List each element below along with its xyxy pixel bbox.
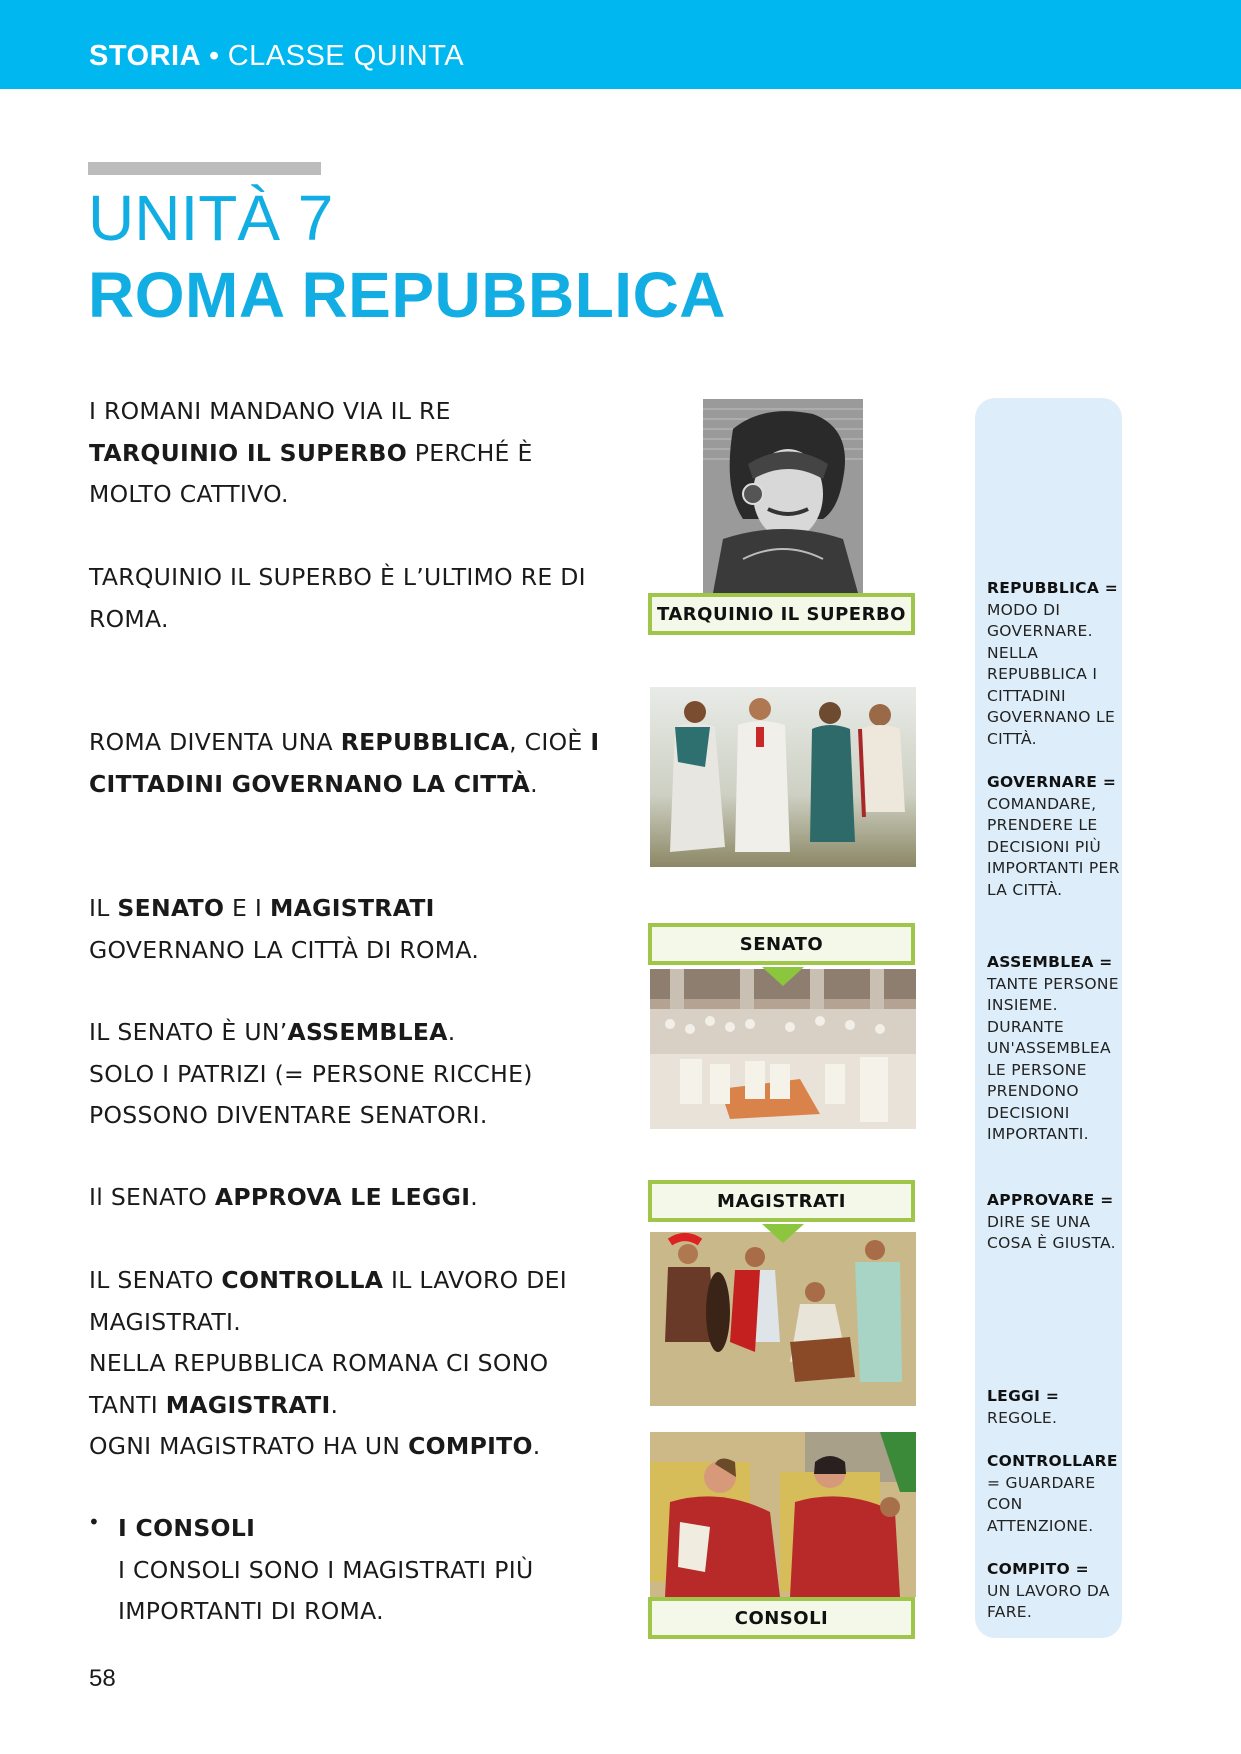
image-magistrati [650,1232,916,1406]
header-subject-class [89,40,464,73]
bold-term: ASSEMBLEA [287,1018,448,1046]
glossary-term: CONTROLLARE [987,1452,1118,1470]
glossary-entry-governare [987,772,1127,901]
paragraph-7: IL SENATO CONTROLLA IL LAVORO DEI MAGISTRATI. NELLA REPUBBLICA ROMANA CI SONO TANTI MAGISTRATI. OGNI MAGISTRATO HA UN COMPITO. [89,1266,567,1460]
caption-consoli: CONSOLI [648,1597,915,1639]
bold-term: SENATO [117,894,225,922]
glossary-term: ASSEMBLEA = [987,953,1113,971]
caption-pointer-senato [762,967,804,986]
caption-senato: SENATO [648,923,915,965]
caption-tarquinio: TARQUINIO IL SUPERBO [648,593,915,635]
bullet-item-consoli [118,1508,598,1633]
glossary-definition: TANTE PERSONE INSIEME. DURANTE UN'ASSEMBLEA LE PERSONE PRENDONO DECISIONI IMPORTANTI. [987,974,1119,1143]
glossary-term: REPUBBLICA = [987,579,1119,597]
paragraph-4: IL SENATO E I MAGISTRATI GOVERNANO LA CITTÀ DI ROMA. [89,894,480,964]
bold-term: REPUBBLICA [340,728,510,756]
glossary-term: GOVERNARE = [987,773,1117,791]
page-title: ROMA REPUBBLICA [88,259,726,331]
glossary-definition: MODO DI GOVERNARE. NELLA REPUBBLICA I CITTADINI GOVERNANO LE CITTÀ. [987,600,1116,748]
unit-title: UNITÀ 7 [88,182,334,254]
paragraph-6: Il SENATO APPROVA LE LEGGI. [89,1183,479,1211]
glossary-entry-compito [987,1559,1127,1624]
glossary-definition: = GUARDARE CON ATTENZIONE. [987,1473,1096,1535]
glossary-entry-assemblea [987,952,1127,1146]
glossary-entry-repubblica [987,578,1127,750]
glossary-definition: DIRE SE UNA COSA È GIUSTA. [987,1212,1116,1252]
bold-term: COMPITO [408,1432,533,1460]
bold-term: MAGISTRATI [165,1390,331,1419]
page-number: 58 [89,1665,116,1692]
image-senato [650,969,916,1129]
glossary-term: APPROVARE = [987,1191,1114,1209]
bullet-text: I CONSOLI SONO I MAGISTRATI PIÙ IMPORTANTI DI ROMA. [118,1555,534,1625]
caption-pointer-magistrati [762,1224,804,1243]
bullet-heading: I CONSOLI [118,1514,256,1542]
paragraph-5: IL SENATO È UN’ASSEMBLEA. SOLO I PATRIZI (= PERSONE RICCHE) POSSONO DIVENTARE SENATORI. [89,1018,533,1129]
bold-term: MAGISTRATI [269,894,435,922]
glossary-term: LEGGI = [987,1387,1060,1405]
bold-term: I CITTADINI GOVERNANO LA CITTÀ [89,728,600,798]
class-label: CLASSE QUINTA [227,40,465,72]
image-tarquinio [703,399,863,593]
paragraph-1: I ROMANI MANDANO VIA IL RE TARQUINIO IL SUPERBO PERCHÉ È MOLTO CATTIVO. [89,397,533,508]
bold-term: TARQUINIO IL SUPERBO [89,438,408,467]
glossary-definition: REGOLE. [987,1408,1058,1427]
image-consoli [650,1432,916,1597]
glossary-entry-approvare [987,1190,1127,1255]
paragraph-2: TARQUINIO IL SUPERBO È L’ULTIMO RE DI ROMA. [89,563,586,633]
separator-dot: • [209,40,220,72]
bullet-icon: • [88,1510,100,1534]
title-rule [88,162,321,175]
glossary-definition: COMANDARE, PRENDERE LE DECISIONI PIÙ IMPORTANTI PER LA CITTÀ. [987,794,1120,899]
glossary-entry-leggi [987,1386,1127,1429]
image-cittadini [650,687,916,867]
glossary-term: COMPITO = [987,1560,1089,1578]
subject-label: STORIA [89,40,202,72]
glossary-definition: UN LAVORO DA FARE. [987,1581,1110,1621]
caption-magistrati: MAGISTRATI [648,1180,915,1222]
bold-term: APPROVA LE LEGGI [214,1183,471,1211]
glossary-entry-controllare [987,1451,1127,1537]
paragraph-3: ROMA DIVENTA UNA REPUBBLICA, CIOÈ I CITTADINI GOVERNANO LA CITTÀ. [89,728,600,798]
bold-term: CONTROLLA [221,1266,384,1294]
